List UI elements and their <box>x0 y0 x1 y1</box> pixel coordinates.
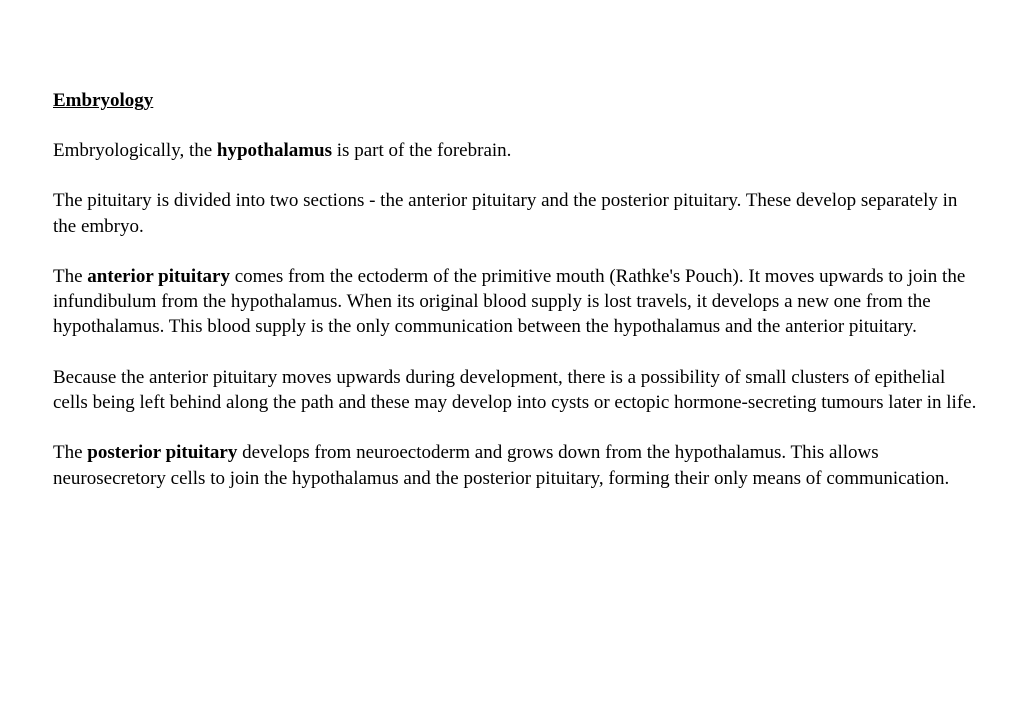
paragraph-posterior-pituitary <box>53 440 983 491</box>
paragraph-text: is part of the forebrain. <box>332 140 512 161</box>
bold-term-hypothalamus: hypothalamus <box>216 140 333 161</box>
paragraph-text: The <box>53 442 88 464</box>
paragraph-text: comes from the ectoderm of the primitive mouth (Rathke's Pouch). It moves upwards to join the infundibulum from the hypothalamus. When its original blood supply is lost travels, it develops a new one from the hypothalamus. This blood supply is the only communication between the hypothalamus and the anterior pituitary. <box>53 265 966 338</box>
paragraph-text: Embryologically, the <box>53 140 217 161</box>
document-page <box>53 88 983 516</box>
paragraph-text: develops from neuroectoderm and grows down from the hypothalamus. This allows neurosecretory cells to join the hypothalamus and the posterior pituitary, forming their only means of communication. <box>53 442 950 489</box>
paragraph-hypothalamus <box>53 138 983 163</box>
paragraph-development-risk <box>53 365 983 416</box>
bold-term-anterior-pituitary: anterior pituitary <box>87 265 230 287</box>
bold-term-posterior-pituitary: posterior pituitary <box>87 442 238 464</box>
section-heading: Embryology <box>53 90 154 111</box>
paragraph-text: The pituitary is divided into two sections - the anterior pituitary and the posterior pituitary. These develop separately in the embryo. <box>53 190 958 237</box>
paragraph-anterior-pituitary <box>53 264 983 340</box>
paragraph-text: The <box>53 265 88 287</box>
paragraph-text: Because the anterior pituitary moves upwards during development, there is a possibility of small clusters of epithelial cells being left behind along the path and these may develop into cysts or ectopic hormone-secreting tumours later in life. <box>53 366 977 414</box>
paragraph-pituitary-sections <box>53 188 983 239</box>
